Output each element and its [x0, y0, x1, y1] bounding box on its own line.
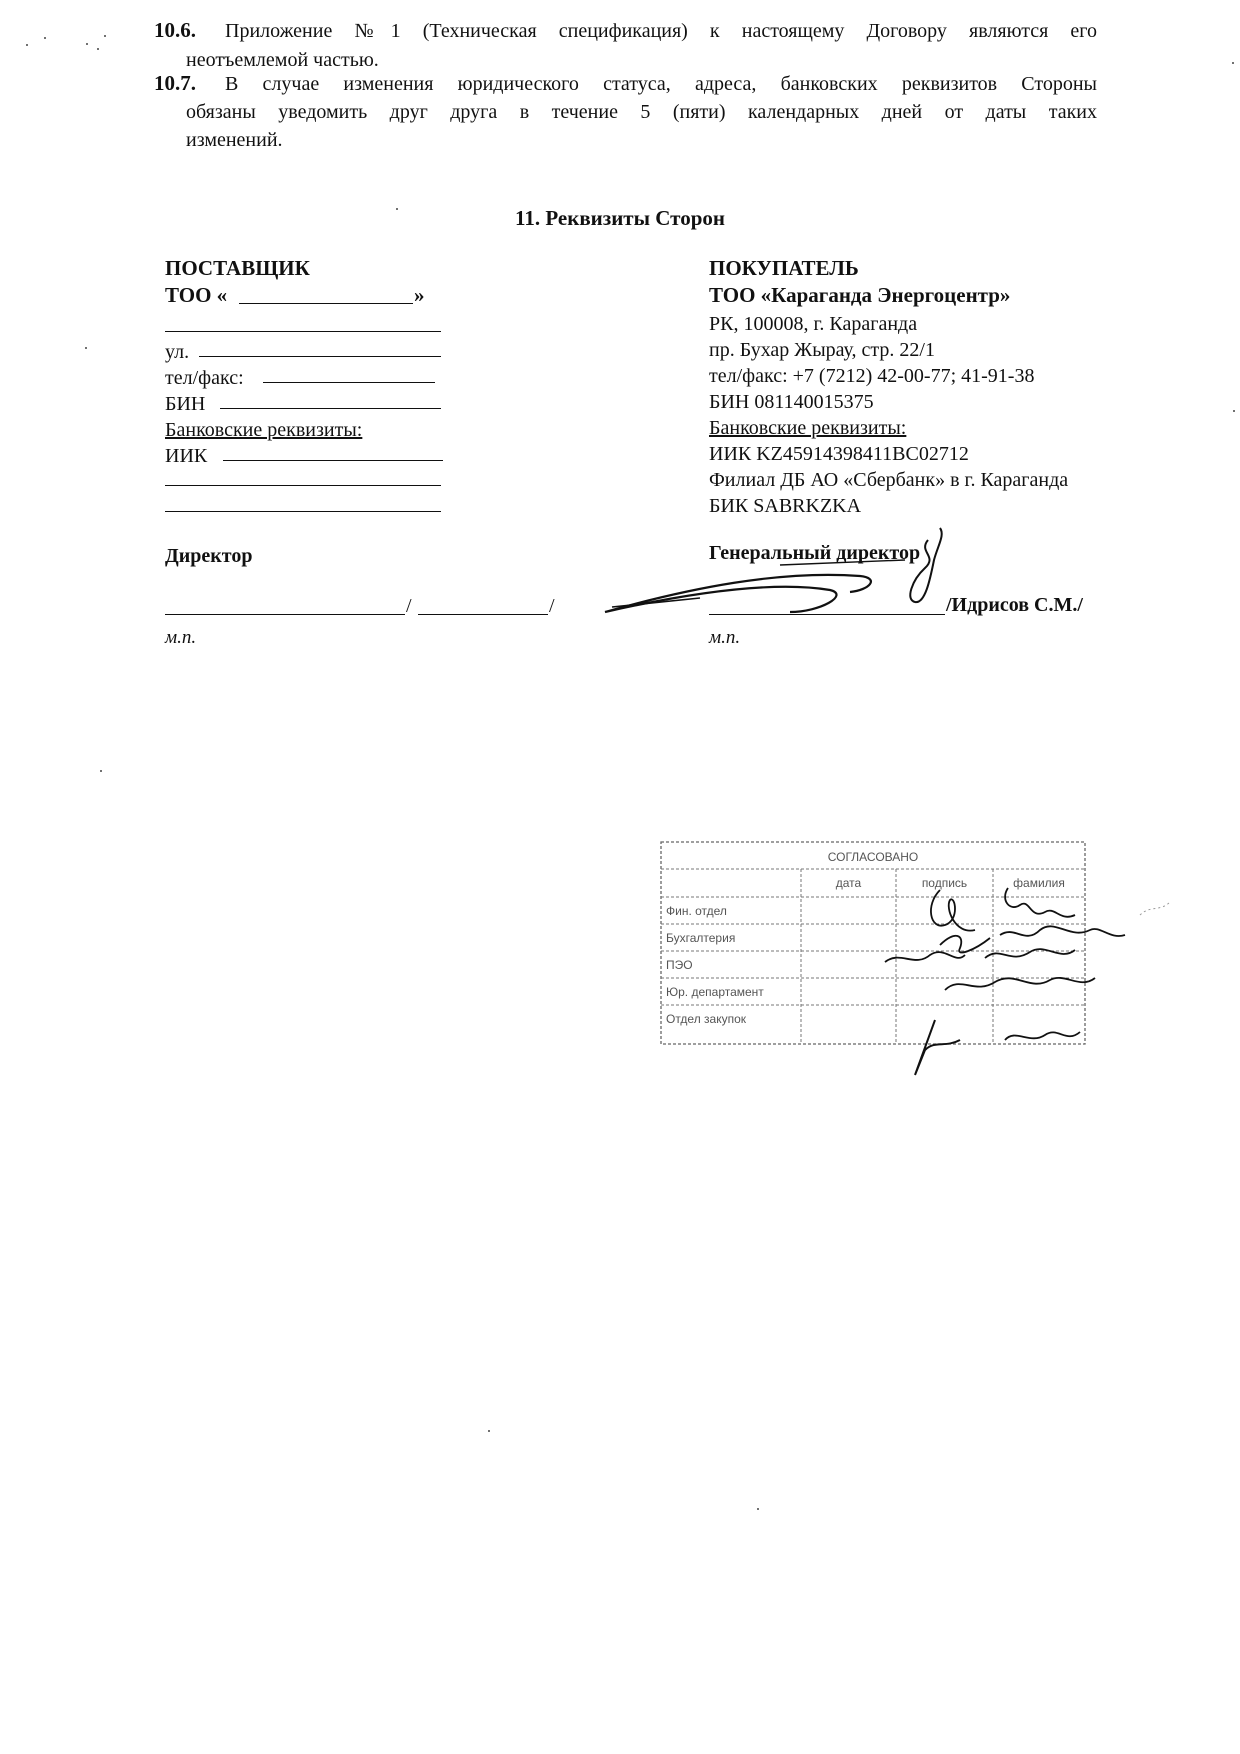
stamp-row-label: Бухгалтерия — [666, 931, 736, 945]
buyer-bin: БИН 081140015375 — [709, 391, 874, 413]
bin-label: БИН — [165, 393, 206, 415]
buyer-address-line: пр. Бухар Жырау, стр. 22/1 — [709, 339, 935, 361]
clause-text-line: неотъемлемой частью. — [186, 49, 379, 71]
scan-speck — [488, 1430, 490, 1432]
stamp-title: СОГЛАСОВАНО — [827, 850, 919, 864]
iik-label: ИИК — [165, 445, 208, 467]
stamp-column-header: дата — [835, 876, 862, 890]
bank-details-label: Банковские реквизиты: — [165, 419, 363, 441]
clause-text-line: Приложение №1 (Техническая спецификация) к настоящему Договору являются его — [225, 20, 1097, 42]
supplier-heading: ПОСТАВЩИК — [165, 256, 310, 280]
supplier-company-prefix: ТОО « — [165, 283, 228, 307]
clause-text-line: изменений. — [186, 129, 283, 151]
clause-text-line: В случае изменения юридического статуса, адреса, банковских реквизитов Стороны — [225, 73, 1097, 95]
buyer-signer-title: Генеральный директор — [709, 542, 921, 564]
phone-label: тел/факс: — [165, 367, 244, 389]
buyer-company: ТОО «Караганда Энергоцентр» — [709, 283, 1011, 307]
section-title: 11. Реквизиты Сторон — [515, 206, 725, 230]
stamp-row-label: Отдел закупок — [666, 1012, 747, 1026]
buyer-signer-name: /Идрисов С.М./ — [946, 594, 1083, 616]
stamp-row-label: Фин. отдел — [666, 904, 727, 918]
supplier-company-suffix: » — [414, 283, 425, 307]
street-label: ул. — [165, 341, 190, 363]
buyer-address-line: РК, 100008, г. Караганда — [709, 313, 918, 335]
seal-mark: м.п. — [709, 627, 741, 648]
buyer-phone: тел/факс: +7 (7212) 42-00-77; 41-91-38 — [709, 365, 1035, 387]
scan-speck — [757, 1508, 759, 1510]
stamp-row-label: Юр. департамент — [666, 985, 764, 999]
clause-text-line: обязаны уведомить друг друга в течение 5 (пяти) календарных дней от даты таких — [186, 101, 1097, 123]
buyer-heading: ПОКУПАТЕЛЬ — [709, 256, 859, 280]
buyer-iik: ИИК KZ45914398411BC02712 — [709, 443, 969, 465]
clause-number: 10.7. — [154, 71, 196, 95]
buyer-bank-details-label: Банковские реквизиты: — [709, 417, 907, 439]
slash: / — [549, 595, 555, 617]
buyer-bank: Филиал ДБ АО «Сбербанк» в г. Караганда — [709, 469, 1069, 491]
buyer-bik: БИК SABRKZKA — [709, 495, 862, 517]
seal-mark: м.п. — [165, 627, 197, 648]
stamp-row-label: ПЭО — [666, 958, 693, 972]
stamp-column-header: подпись — [921, 876, 968, 890]
slash: / — [406, 595, 412, 617]
supplier-signer-title: Директор — [165, 545, 253, 567]
stamp-column-header: фамилия — [1013, 876, 1065, 890]
clause-number: 10.6. — [154, 18, 196, 42]
